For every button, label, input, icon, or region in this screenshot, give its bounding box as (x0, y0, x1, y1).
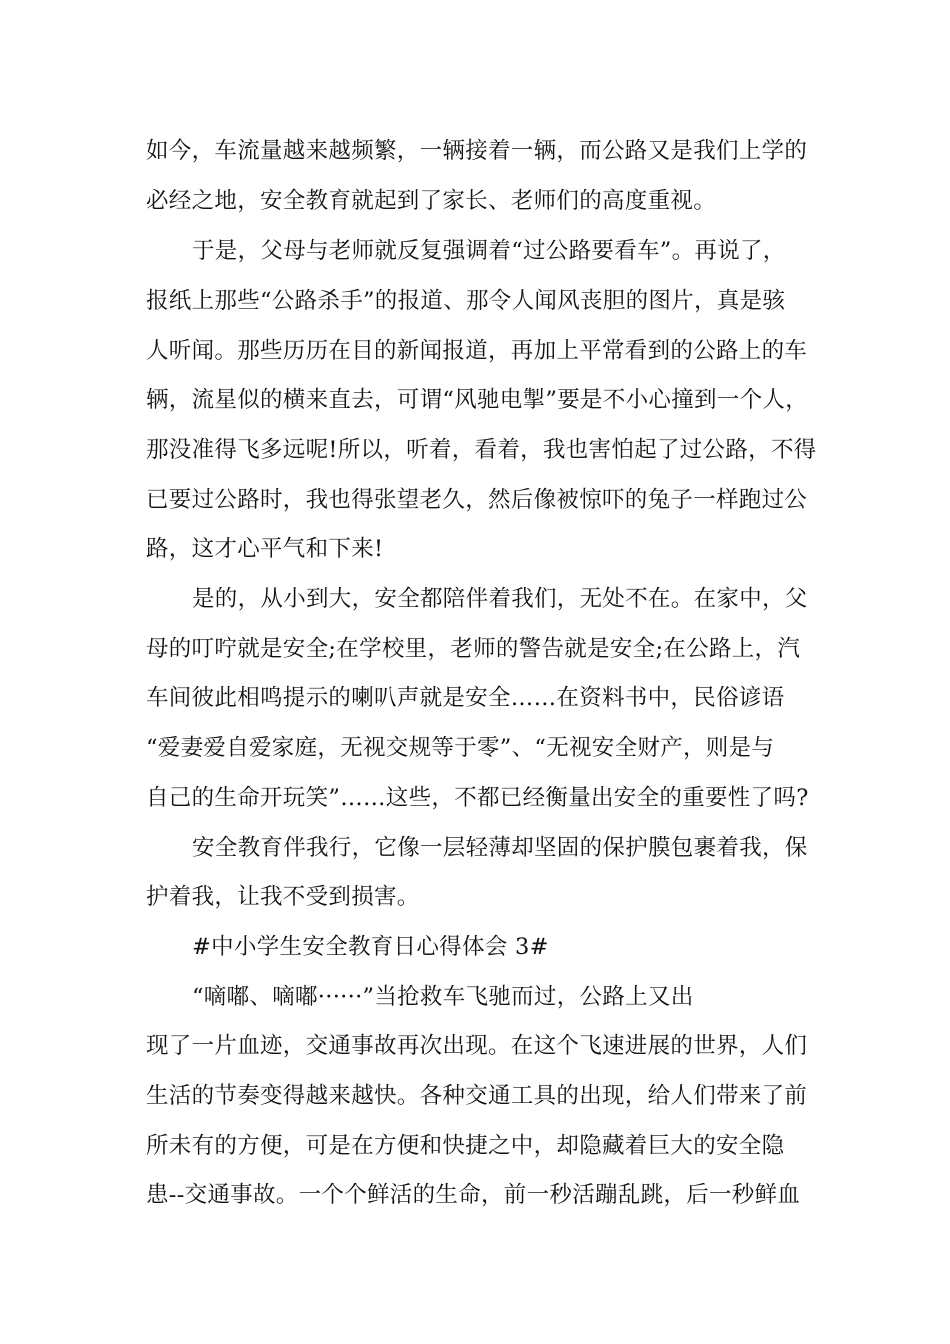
text-line-4: 报纸上那些“公路杀手”的报道、那令人闻风丧胆的图片，真是骇 (146, 288, 786, 314)
text-line-5: 人听闻。那些历历在目的新闻报道，再加上平常看到的公路上的车 (146, 338, 808, 364)
text-line-18: “嘀嘟、嘀嘟······”当抢救车飞驰而过，公路上又出 (192, 984, 694, 1010)
text-line-20: 生活的节奏变得越来越快。各种交通工具的出现，给人们带来了前 (146, 1083, 808, 1109)
text-line-9: 路，这才心平气和下来! (146, 536, 384, 562)
section-heading: #中小学生安全教育日心得体会 3# (192, 934, 549, 960)
text-line-1: 如今，车流量越来越频繁，一辆接着一辆，而公路又是我们上学的 (146, 138, 808, 164)
text-line-2: 必经之地，安全教育就起到了家长、老师们的高度重视。 (146, 188, 717, 214)
text-line-10: 是的，从小到大，安全都陪伴着我们，无处不在。在家中，父 (192, 586, 808, 612)
text-line-19: 现了一片血迹，交通事故再次出现。在这个飞速进展的世界，人们 (146, 1033, 808, 1059)
text-line-16: 护着我，让我不受到损害。 (146, 884, 420, 910)
text-line-11: 母的叮咛就是安全;在学校里，老师的警告就是安全;在公路上，汽 (146, 636, 801, 662)
text-line-22: 患--交通事故。一个个鲜活的生命，前一秒活蹦乱跳，后一秒鲜血 (146, 1182, 801, 1208)
text-line-14: 自己的生命开玩笑”……这些，不都已经衡量出安全的重要性了吗? (146, 785, 809, 811)
text-line-21: 所未有的方便，可是在方便和快捷之中，却隐藏着巨大的安全隐 (146, 1133, 785, 1159)
text-line-6: 辆，流星似的横来直去，可谓“风驰电掣”要是不小心撞到一个人， (146, 387, 809, 413)
text-line-15: 安全教育伴我行，它像一层轻薄却坚固的保护膜包裹着我，保 (192, 835, 808, 861)
text-line-3: 于是，父母与老师就反复强调着“过公路要看车”。再说了， (192, 238, 786, 264)
text-line-8: 已要过公路时，我也得张望老久，然后像被惊吓的兔子一样跑过公 (146, 487, 808, 513)
text-line-13: “爱妻爱自爱家庭，无视交规等于零”、“无视安全财产，则是与 (146, 735, 775, 761)
text-line-7: 那没准得飞多远呢!所以，听着，看着，我也害怕起了过公路，不得 (146, 437, 817, 463)
text-line-12: 车间彼此相鸣提示的喇叭声就是安全……在资料书中，民俗谚语 (146, 685, 785, 711)
